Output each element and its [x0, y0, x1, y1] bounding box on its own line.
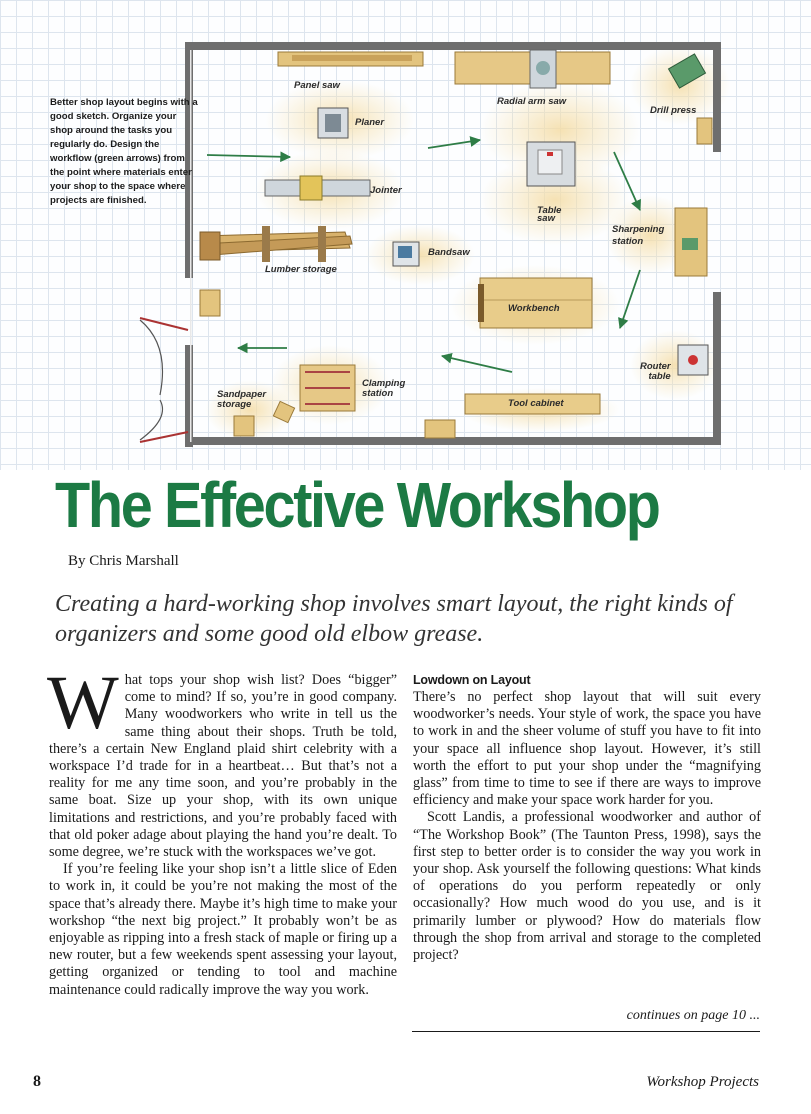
lumber-rack	[200, 226, 352, 262]
jointer	[265, 176, 370, 200]
section-subhead: Lowdown on Layout	[413, 673, 531, 687]
label-planer: Planer	[355, 117, 385, 128]
label-sandpaper-line1: Sandpaper	[217, 389, 267, 400]
label-tool-cabinet: Tool cabinet	[508, 398, 564, 409]
article-title: The Effective Workshop	[55, 469, 659, 541]
label-jointer: Jointer	[370, 185, 402, 196]
router-table	[678, 345, 708, 375]
paragraph-4: Scott Landis, a professional woodworker and author of “The Workshop Book” (The Taunton Press, 1998), says the first step to better order is to consider the way you work in your shop. Ask yourself the following questions: What kinds of operations do you perform repeatedly or only occasionally? How much wood do you use, and is it primarily lumber or plywood? How do materials flow through the shop from arrival and storage to the completed project?	[413, 809, 761, 964]
radial-arm-saw	[455, 50, 610, 88]
shop-layout-illustration	[0, 0, 811, 470]
illustration-intro: Better shop layout begins with a good sketch. Organize your shop around the tasks you regularly do. Design the workflow (green arrows) from the point where materials enter your shop to the space where projects are finished.	[50, 97, 198, 206]
label-radial-arm-saw: Radial arm saw	[497, 96, 567, 107]
label-clamping-line2: station	[362, 388, 394, 399]
article-column-right	[413, 672, 761, 964]
page-number: 8	[33, 1073, 41, 1090]
bandsaw	[393, 242, 419, 266]
label-clamping-line1: Clamping	[362, 378, 406, 389]
table-saw	[527, 142, 575, 186]
label-panel-saw: Panel saw	[294, 80, 340, 91]
article-deck: Creating a hard-working shop involves smart layout, the right kinds of organizers and some good old elbow grease.	[55, 591, 733, 647]
paragraph-1	[47, 661, 397, 861]
shop-floor-plan	[0, 0, 811, 470]
paragraph-2: If you’re feeling like your shop isn’t a little slice of Eden to work in, it could be you’re not making the most of the space that’s already there. Maybe it’s high time to make your workshop “the next big project.” It probably won’t be as enjoyable as ripping into a fresh stack of maple or firing up a new router, but a few weekends spent assessing your layout, getting organized or tending to tool and machine maintenance could radically improve the way you work.	[49, 861, 397, 998]
label-lumber-storage: Lumber storage	[265, 264, 337, 275]
label-table-saw-line1: Table	[537, 205, 562, 216]
paragraph-3: There’s no perfect shop layout that will suit every woodworker’s needs. Your style of work, the space you have to work in and the sheer volume of stuff you have to fit into your space all influence shop layout. However, it’s still worth the effort to put your shop under the “magnifying glass” from time to time to see if there are ways to improve efficiency and make your space work harder for you.	[413, 689, 761, 809]
label-sandpaper-storage	[217, 390, 266, 410]
publication-name: Workshop Projects	[646, 1074, 759, 1090]
label-sharpening-station	[612, 224, 664, 248]
paragraph-1-text: hat tops your shop wish list? Does “bigger” come to mind? If so, you’re in good company. Many woodworkers who write in tell us the same thing about their shops. Truth be told, there’s a certain New England plaid shirt celebrity with a workspace I’d trade for in a heartbeat… But that’s not a reality for me any time soon, and you’re probably in the same boat. Size up your shop, with its own unique limitations and restrictions, and you’re probably faced with that old poker adage about playing the hand you’re dealt. To some degree, we’re stuck with the workspaces we’ve got.	[49, 672, 397, 861]
label-sandpaper-line2: storage	[217, 399, 252, 410]
shop-door	[140, 318, 188, 442]
label-sharpening-line2: station	[612, 236, 644, 247]
label-sharpening-line1: Sharpening	[612, 224, 665, 235]
panel-saw	[278, 52, 423, 66]
planer	[318, 108, 348, 138]
footer-rule	[412, 1031, 760, 1032]
clamping-station	[300, 365, 355, 411]
sharpening-station	[675, 208, 707, 276]
byline: By Chris Marshall	[68, 553, 179, 569]
label-table-saw-line2: saw	[537, 213, 555, 224]
drop-cap: W	[47, 661, 119, 745]
label-workbench: Workbench	[508, 303, 560, 314]
label-bandsaw: Bandsaw	[428, 247, 470, 258]
label-drill-press: Drill press	[650, 105, 697, 116]
label-clamping-station	[362, 379, 405, 399]
label-router-line1: Router	[640, 361, 671, 372]
label-router-line2: table	[648, 371, 671, 382]
continues-link[interactable]: continues on page 10 ...	[626, 1008, 760, 1023]
label-table-saw	[537, 206, 561, 224]
label-router-table	[640, 362, 671, 382]
article-column-left	[47, 661, 397, 999]
